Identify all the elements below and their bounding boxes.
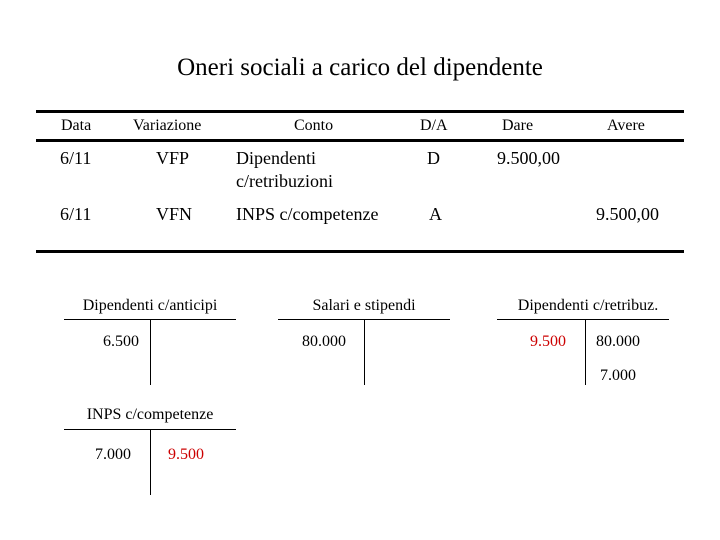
- header-variazione: Variazione: [133, 117, 202, 134]
- account-retribuz-hline: [497, 319, 669, 320]
- row2-data: 6/11: [60, 204, 92, 224]
- account-anticipi-title: Dipendenti c/anticipi: [82, 297, 218, 314]
- row1-dare: 9.500,00: [497, 148, 560, 168]
- row1-conto-line2: c/retribuzioni: [236, 171, 333, 191]
- header-avere: Avere: [607, 117, 645, 134]
- account-inps-dare: 7.000: [95, 446, 131, 463]
- account-inps-vline: [150, 429, 151, 495]
- account-retribuz-avere-2: 7.000: [600, 367, 636, 384]
- header-da: D/A: [420, 117, 448, 134]
- account-salari-title: Salari e stipendi: [312, 297, 416, 314]
- account-salari-dare: 80.000: [302, 333, 346, 350]
- account-anticipi-vline: [150, 319, 151, 385]
- account-retribuz-dare: 9.500: [530, 333, 566, 350]
- row2-variazione: VFN: [156, 204, 193, 224]
- account-salari-vline: [364, 319, 365, 385]
- header-conto: Conto: [294, 117, 334, 134]
- row2-conto: INPS c/competenze: [236, 204, 379, 224]
- row1-variazione: VFP: [156, 148, 190, 168]
- table-header-rule: [36, 139, 684, 142]
- account-anticipi-dare: 6.500: [103, 333, 139, 350]
- row1-conto: Dipendenti: [236, 148, 316, 168]
- account-inps-avere: 9.500: [168, 446, 204, 463]
- table-top-rule: [36, 110, 684, 113]
- row2-da: A: [429, 204, 442, 224]
- header-dare: Dare: [502, 117, 534, 134]
- table-bottom-rule: [36, 250, 684, 253]
- row2-avere: 9.500,00: [596, 204, 659, 224]
- account-retribuz-avere-1: 80.000: [596, 333, 640, 350]
- account-inps-title: INPS c/competenze: [86, 406, 214, 423]
- row1-data: 6/11: [60, 148, 92, 168]
- header-data: Data: [61, 117, 92, 134]
- account-retribuz-title: Dipendenti c/retribuz.: [517, 297, 659, 314]
- row1-da: D: [427, 148, 440, 168]
- page-title: Oneri sociali a carico del dipendente: [177, 54, 543, 81]
- account-retribuz-vline: [585, 319, 586, 385]
